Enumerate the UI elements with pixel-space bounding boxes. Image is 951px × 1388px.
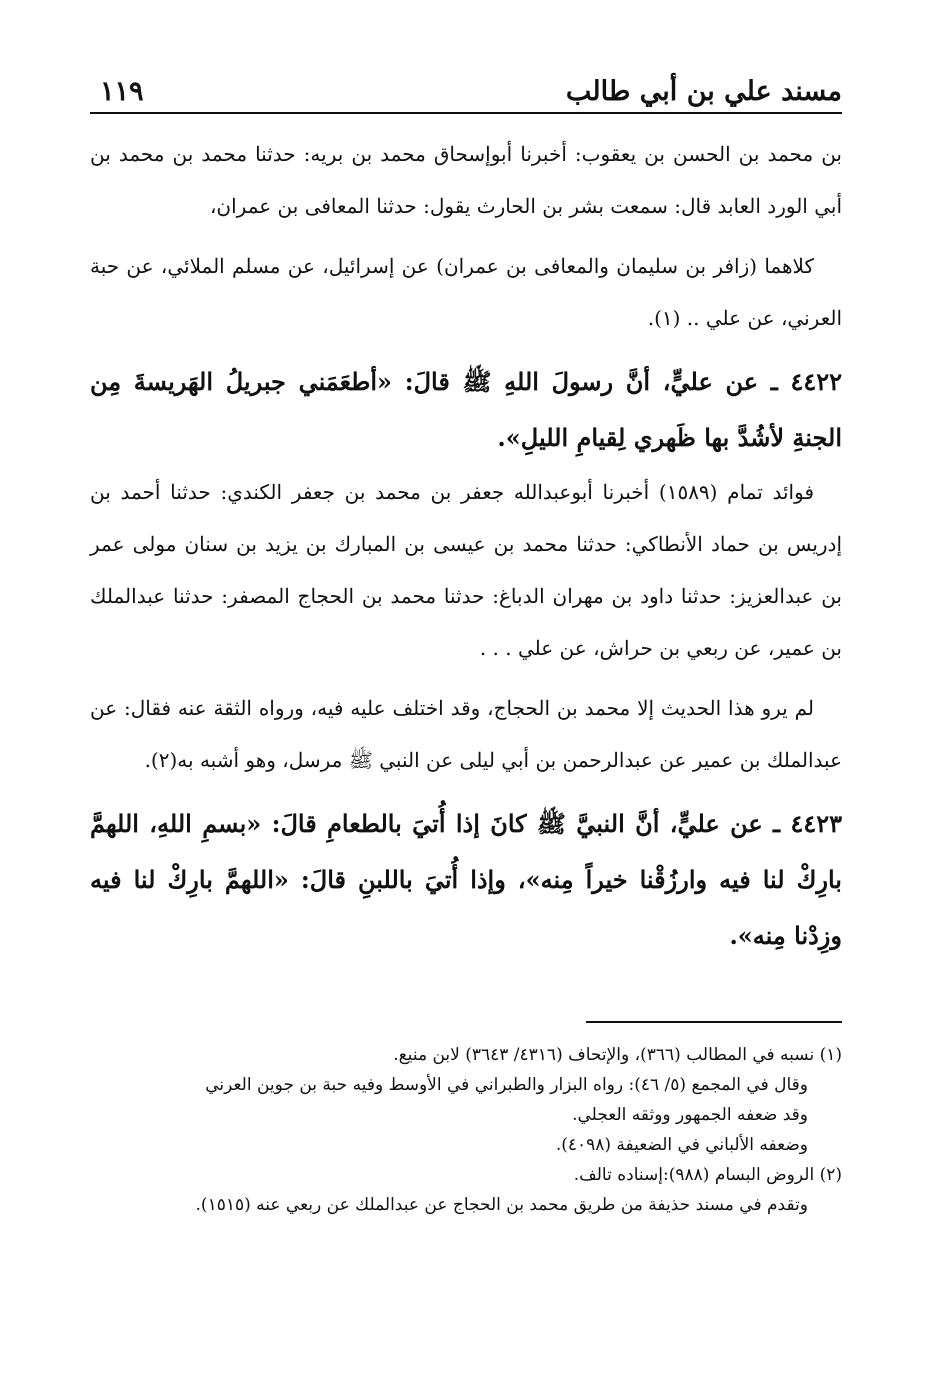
footnote-2-line-2: وتقدم في مسند حذيفة من طريق محمد بن الحجاج عن عبدالملك عن ربعي عنه (١٥١٥). xyxy=(195,1195,808,1215)
footnotes xyxy=(90,1040,842,1220)
main-text xyxy=(90,128,842,964)
hadith-4422: ٤٤٢٢ ـ عن عليٍّ، أنَّ رسولَ اللهِ ﷺ قالَ: «أطعَمَني جبريلُ الهَريسةَ مِن الجنةِ لأشُدَّ بها ظَهري لِقيامِ الليلِ». xyxy=(90,367,842,452)
footnote-1-line-2: وقال في المجمع (٥/ ٤٦): رواه البزار والطبراني في الأوسط وفيه حبة بن جوين العرني xyxy=(205,1075,808,1095)
page-number: ١١٩ xyxy=(100,76,144,107)
footnote-1-line-3: وقد ضعفه الجمهور ووثقه العجلي. xyxy=(572,1105,808,1125)
hadith-4423: ٤٤٢٣ ـ عن عليٍّ، أنَّ النبيَّ ﷺ كانَ إذا أُتيَ بالطعامِ قالَ: «بسمِ اللهِ، اللهمَّ بارِكْ لنا فيه وارزُقْنا خيراً مِنه»، وإذا أُتيَ باللبنِ قالَ: «اللهمَّ بارِكْ لنا فيه وزِدْنا مِنه». xyxy=(90,809,842,950)
footnote-2: (٢) الروض البسام (٩٨٨):إسناده تالف. xyxy=(573,1165,842,1185)
paragraph-fawaid-tammam: فوائد تمام (١٥٨٩) أخبرنا أبوعبدالله جعفر بن محمد بن جعفر الكندي: حدثنا أحمد بن إدريس بن حماد الأنطاكي: حدثنا محمد بن عيسى بن المبارك بن يزيد بن سنان مولى عمر بن عبدالعزيز: حدثنا داود بن مهران الدباغ: حدثنا محمد بن الحجاج المصفر: حدثنا عبدالملك بن عمير، عن ربعي بن حراش، عن علي . . . xyxy=(90,480,842,660)
paragraph-isnad-2: كلاهما (زافر بن سليمان والمعافى بن عمران) عن إسرائيل، عن مسلم الملائي، عن حبة العرني، عن علي .. (١). xyxy=(90,254,842,330)
spacer xyxy=(90,232,842,240)
page-header xyxy=(90,72,842,112)
paragraph-commentary: لم يرو هذا الحديث إلا محمد بن الحجاج، وقد اختلف عليه فيه، ورواه الثقة عنه فقال: عن عبدالملك بن عمير عن عبدالرحمن بن أبي ليلى عن النبي ﷺ مرسل، وهو أشبه به(٢). xyxy=(90,696,842,772)
running-title: مسند علي بن أبي طالب xyxy=(565,76,842,107)
spacer xyxy=(90,674,842,682)
footnote-rule xyxy=(586,1021,842,1023)
book-page xyxy=(90,0,842,1388)
footnote-1-line-4: وضعفه الألباني في الضعيفة (٤٠٩٨). xyxy=(555,1135,808,1155)
footnote-1: (١) نسبه في المطالب (٣٦٦)، والإتحاف (٤٣١٦/ ٣٦٤٣) لابن منيع. xyxy=(393,1045,842,1065)
header-rule xyxy=(90,112,842,114)
paragraph-isnad-1: بن محمد بن الحسن بن يعقوب: أخبرنا أبوإسحاق محمد بن بريه: حدثنا محمد بن محمد بن أبي الورد العابد قال: سمعت بشر بن الحارث يقول: حدثنا المعافى بن عمران، xyxy=(90,142,842,218)
